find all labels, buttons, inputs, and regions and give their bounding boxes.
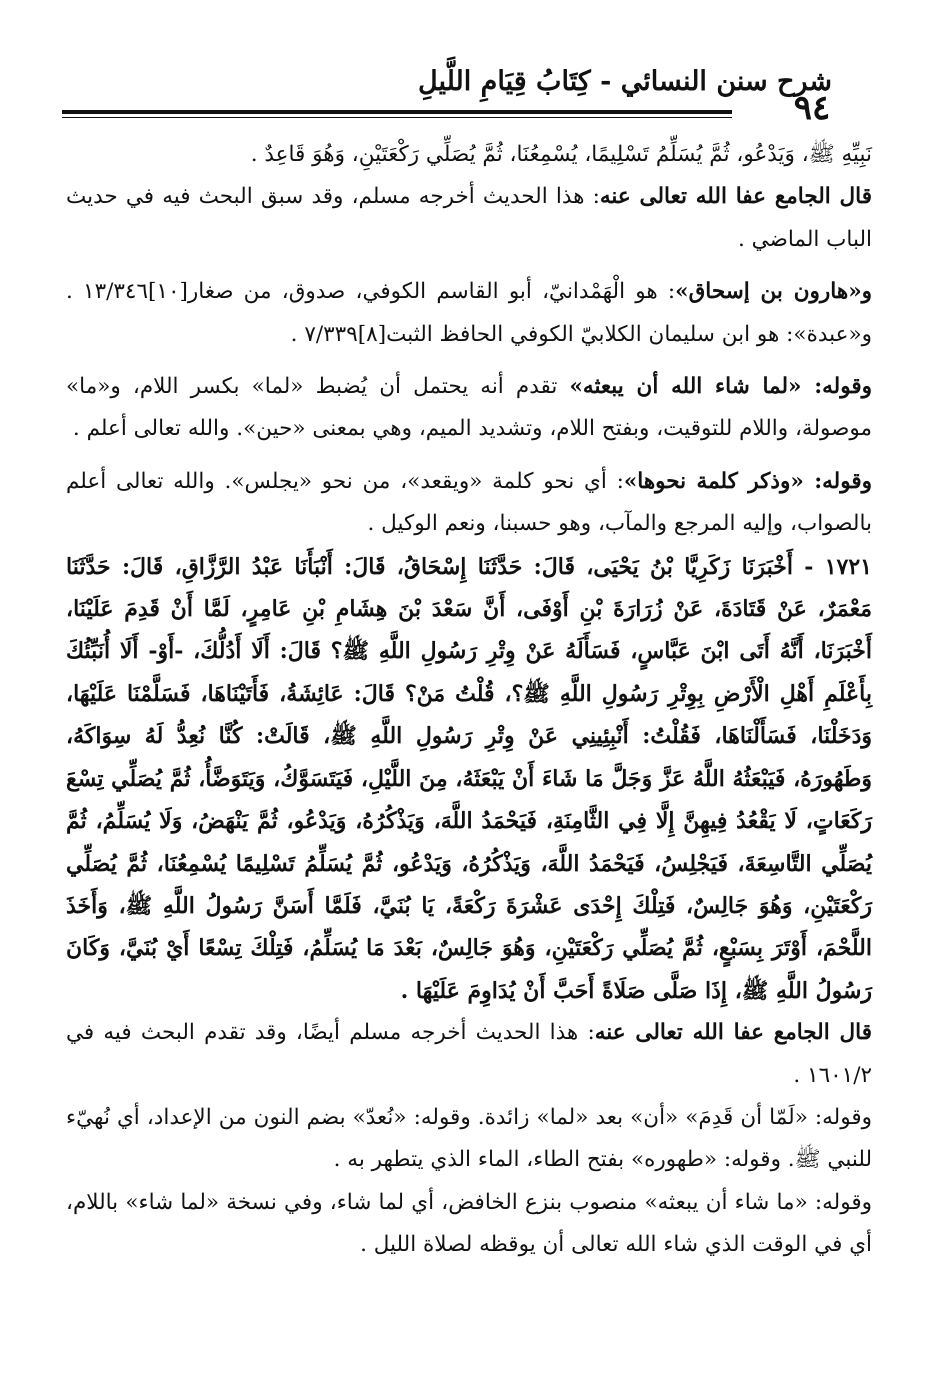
paragraph-text: ١٧٢١ - أَخْبَرَنَا زَكَرِيَّا بْنُ يَحْيَى، قَالَ: حَدَّثَنَا إِسْحَاقُ، قَالَ: أَنْبَأَنَا عَبْدُ الرَّزَّاقِ، قَالَ: حَدَّثَنَا مَعْمَرٌ، عَنْ قَتَادَةَ، عَنْ زُرَارَةَ بْنِ أَوْفَى، أَنَّ سَعْدَ بْنَ هِشَامِ بْنِ عَامِرٍ، لَمَّا أَنْ قَدِمَ عَلَيْنَا، أَخْبَرَنَا، أَنَّهُ أَتَى ابْنَ عَبَّاسٍ، فَسَأَلَهُ عَنْ وِتْرِ رَسُولِ اللَّهِ ﷺ؟ قَالَ: أَلَا أَدُلُّكَ، -أَوْ- أَلَا أُنَبِّئُكَ بِأَعْلَمِ أَهْلِ الْأَرْضِ بِوِتْرِ رَسُولِ اللَّهِ ﷺ؟، قُلْتُ مَنْ؟ قَالَ: عَائِشَةُ، فَأَتَيْنَاهَا، فَسَلَّمْنَا عَلَيْهَا، وَدَخَلْنَا، فَسَأَلْنَاهَا، فَقُلْتُ: أَنْبِئِينِي عَنْ وِتْرِ رَسُولِ اللَّهِ ﷺ، قَالَتْ: كُنَّا نُعِدُّ لَهُ سِوَاكَهُ، وَطَهُورَهُ، فَيَبْعَثُهُ اللَّهُ عَزَّ وَجَلَّ مَا شَاءَ أَنْ يَبْعَثَهُ، مِنَ اللَّيْلِ، فَيَتَسَوَّكُ، وَيَتَوَضَّأُ، ثُمَّ يُصَلِّي تِسْعَ رَكَعَاتٍ، لَا يَقْعُدُ فِيهِنَّ إِلَّا فِي الثَّامِنَةِ، فَيَحْمَدُ اللَّهَ، وَيَذْكُرُهُ، وَيَدْعُو، ثُمَّ يَنْهَضُ، وَلَا يُسَلِّمُ، ثُمَّ يُصَلِّي التَّاسِعَةَ، فَيَجْلِسُ، فَيَحْمَدُ اللَّهَ، وَيَذْكُرُهُ، وَيَدْعُو، ثُمَّ يُسَلِّمُ تَسْلِيمًا يُسْمِعُنَا، ثُمَّ يُصَلِّي رَكْعَتَيْنِ، وَهُوَ جَالِسٌ، فَتِلْكَ إِحْدَى عَشْرَةَ رَكْعَةً، يَا بُنَيَّ، فَلَمَّا أَسَنَّ رَسُولُ اللَّهِ ﷺ، وَأَخَذَ اللَّحْمَ، أَوْتَرَ بِسَبْعٍ، ثُمَّ يُصَلِّي رَكْعَتَيْنِ، وَهُوَ جَالِسٌ، بَعْدَ مَا يُسَلِّمُ، فَتِلْكَ تِسْعًا أَيْ بُنَيَّ، وَكَانَ رَسُولُ اللَّهِ ﷺ، إِذَا صَلَّى صَلَاةً أَحَبَّ أَنْ يُدَاوِمَ عَلَيْهَا . <box>66 553 872 1004</box>
running-title: شرح سنن النسائي - كِتَابُ قِيَامِ اللَّيلِ <box>418 66 832 97</box>
paragraph-lead: وقوله: «لما شاء الله أن يبعثه» <box>569 374 872 400</box>
paragraph-text: وقوله: «لَمّا أن قَدِمَ» «أن» بعد «لما» زائدة. وقوله: «نُعدّ» بضم النون من الإعداد، أي نُهيّء للنبي ﷺ. وقوله: «طهوره» بفتح الطاء، الماء الذي يتطهر به . <box>66 1104 872 1173</box>
paragraph <box>66 461 872 546</box>
paragraph-text: : أي نحو كلمة «ويقعد»، من نحو «يجلس». والله تعالى أعلم بالصواب، وإليه المرجع والمآب، وهو حسبنا، ونعم الوكيل . <box>66 468 872 537</box>
page-header <box>62 60 872 126</box>
body-text <box>66 134 872 1267</box>
paragraph <box>66 366 872 451</box>
paragraph-lead: و«هارون بن إسحاق» <box>675 279 873 305</box>
paragraph-text: : هذا الحديث أخرجه مسلم أيضًا، وقد تقدم البحث فيه في ١٦٠١/٢ . <box>66 1020 872 1088</box>
paragraph-text: وقوله: «ما شاء أن يبعثه» منصوب بنزع الخافض، أي لما شاء، وفي نسخة «لما شاء» باللام، أي في الوقت الذي شاء الله تعالى أن يوقظه لصلاة الليل . <box>66 1189 872 1258</box>
paragraph <box>66 271 872 356</box>
header-rule-thin <box>62 117 732 118</box>
paragraph-lead: قال الجامع عفا الله تعالى عنه <box>594 1020 872 1046</box>
header-rule-thick <box>62 110 732 114</box>
paragraph-text: : هذا الحديث أخرجه مسلم، وقد سبق البحث فيه في حديث الباب الماضي . <box>66 184 872 252</box>
paragraph-lead: قال الجامع عفا الله تعالى عنه <box>599 184 873 210</box>
paragraph-text: تقدم أنه يحتمل أن يُضبط «لما» بكسر اللام، و«ما» موصولة، واللام للتوقيت، وبفتح اللام، وتشديد الميم، وهي بمعنى «حين». والله تعالى أعلم . <box>66 374 872 442</box>
paragraph <box>66 1182 872 1267</box>
paragraph <box>66 1012 872 1097</box>
paragraph <box>66 134 872 176</box>
paragraph-text: نَبِيِّهِ ﷺ، وَيَدْعُو، ثُمَّ يُسَلِّمُ تَسْلِيمًا، يُسْمِعُنَا، ثُمَّ يُصَلِّي رَكْعَتَيْنِ، وَهُوَ قَاعِدٌ . <box>250 142 872 167</box>
paragraph <box>66 1097 872 1182</box>
page-number: ٩٤ <box>793 88 831 128</box>
paragraph-lead: وقوله: «وذكر كلمة نحوها» <box>623 468 873 494</box>
paragraph <box>66 176 872 261</box>
paragraph-text: : هو الْهَمْدانيّ، أبو القاسم الكوفي، صدوق، من صغار[١٠]١٣/٣٤٦ . و«عبدة»: هو ابن سليمان الكلابيّ الكوفي الحافظ الثبت[٨]٧/٣٣٩ . <box>66 279 872 347</box>
hadith-text <box>66 546 872 1012</box>
